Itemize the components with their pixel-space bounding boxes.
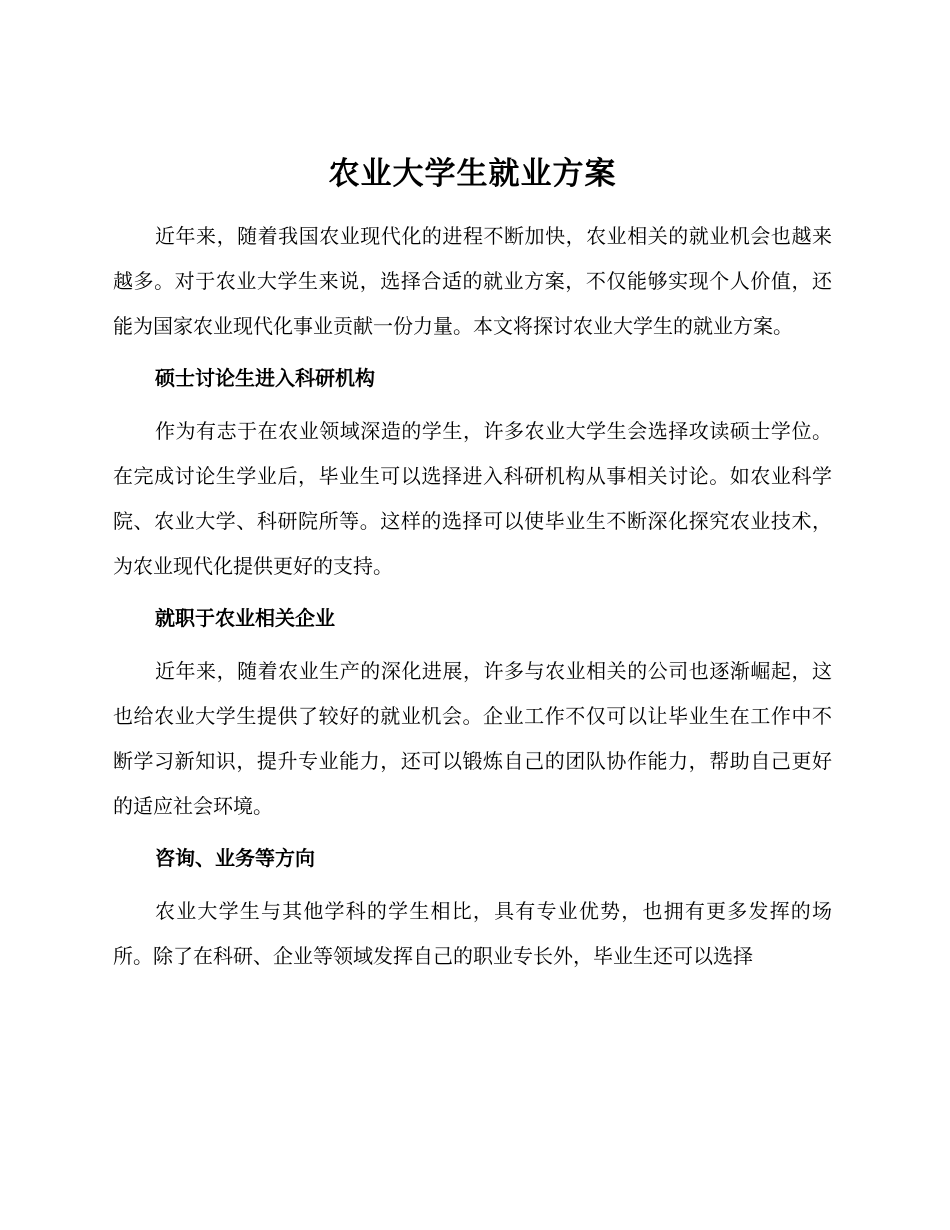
section-heading-consulting: 咨询、业务等方向: [155, 846, 315, 870]
section-body-enterprise: 近年来，随着农业生产的深化进展，许多与农业相关的公司也逐渐崛起，这也给农业大学生提供了较好的就业机会。企业工作不仅可以让毕业生在工作中不断学习新知识，提升专业能力，还可以锻炼自己的团队协作能力，帮助自己更好的适应社会环境。: [113, 659, 832, 818]
section-body-research: 作为有志于在农业领域深造的学生，许多农业大学生会选择攻读硕士学位。在完成讨论生学业后，毕业生可以选择进入科研机构从事相关讨论。如农业科学院、农业大学、科研院所等。这样的选择可以使毕业生不断深化探究农业技术，为农业现代化提供更好的支持。: [113, 419, 832, 578]
section-heading-enterprise: 就职于农业相关企业: [155, 606, 335, 630]
document-title: 农业大学生就业方案: [328, 156, 617, 192]
section-heading-research: 硕士讨论生进入科研机构: [155, 366, 375, 390]
intro-paragraph: 近年来，随着我国农业现代化的进程不断加快，农业相关的就业机会也越来越多。对于农业大学生来说，选择合适的就业方案，不仅能够实现个人价值，还能为国家农业现代化事业贡献一份力量。本文将探讨农业大学生的就业方案。: [113, 224, 832, 338]
section-body-consulting: 农业大学生与其他学科的学生相比，具有专业优势，也拥有更多发挥的场所。除了在科研、企业等领域发挥自己的职业专长外，毕业生还可以选择: [113, 899, 832, 968]
